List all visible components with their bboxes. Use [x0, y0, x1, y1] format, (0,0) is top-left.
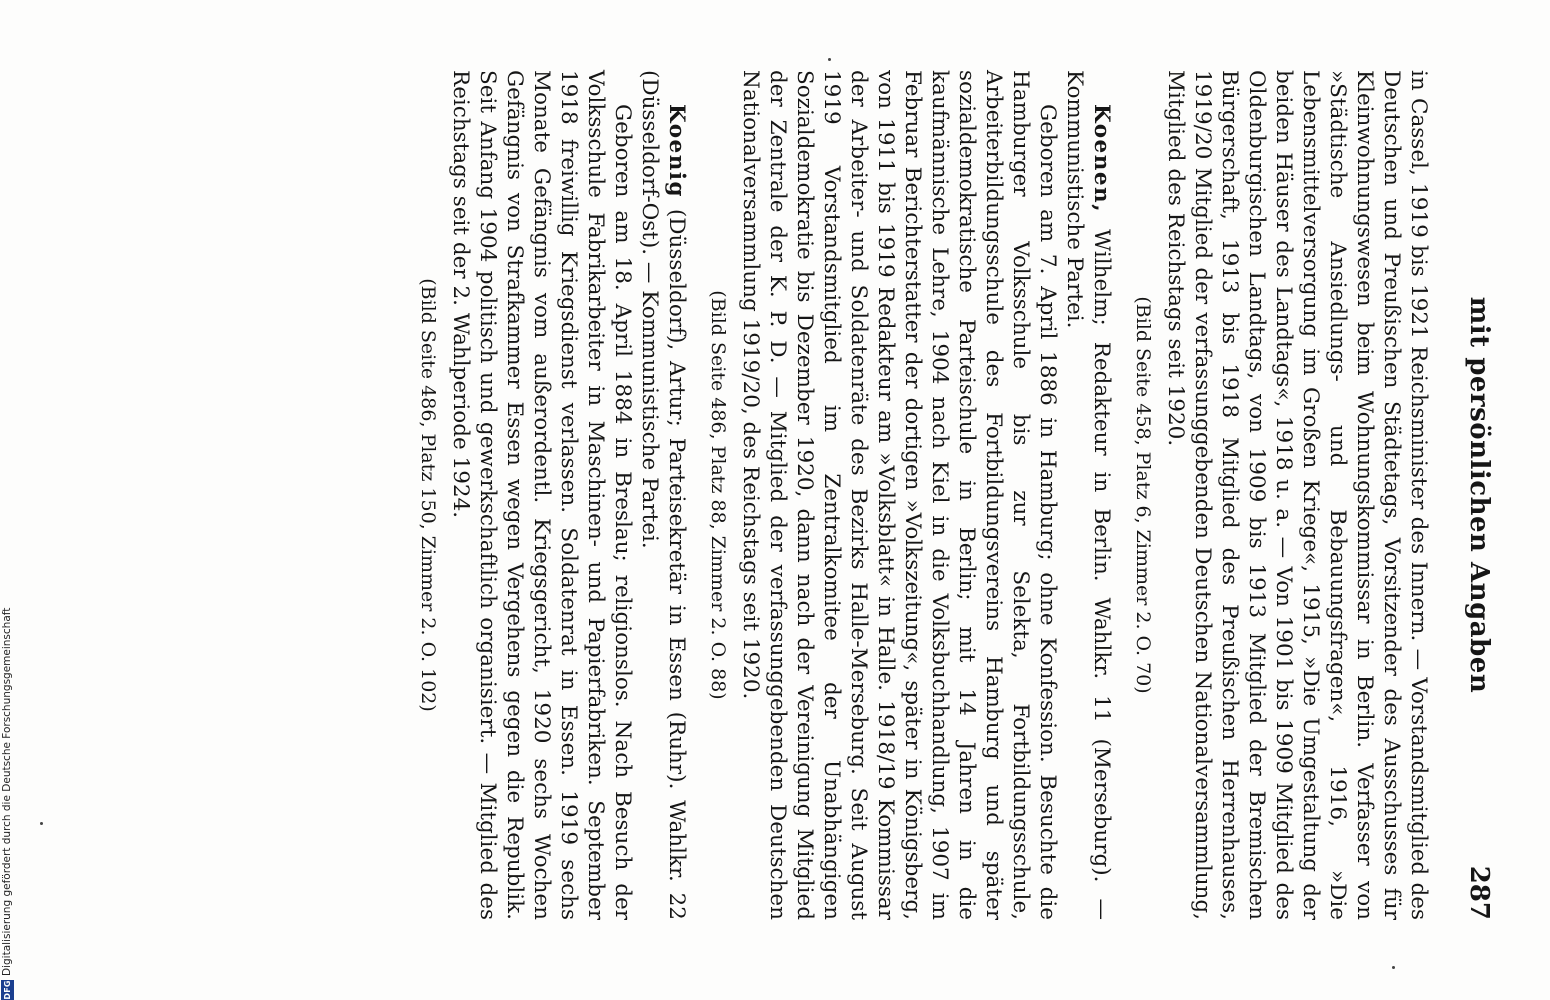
entry-biography: Geboren am 18. April 1884 in Breslau; religionslos. Nach Besuch der Volksschule Fabrikarbeiter in Maschinen- und Papierfabriken. September 1918 freiwillig Kriegsdienst verlassen. Soldatenrat in Essen. 1919 sechs Monate Gefängnis vom außerordentl. Kriegsgericht, 1920 sechs Wochen Gefängnis von Strafkammer Essen wegen Vergehens gegen die Republik. Seit Anfang 1904 politisch und gewerkschaftlich organisiert. — Mitglied des Reichstags seit der 2. Wahlperiode 1924.	[448, 70, 635, 920]
scan-speck	[828, 58, 831, 61]
page-number: 287	[1464, 865, 1494, 920]
funding-note	[0, 580, 14, 1000]
scan-speck	[1392, 966, 1395, 969]
person-name: Koenen,	[1089, 104, 1114, 214]
page-body	[410, 70, 1432, 920]
rotated-print-page	[150, 70, 1500, 920]
photo-reference: (Bild Seite 458, Platz 6, Zimmer 2. O. 70)	[1132, 296, 1154, 694]
person-summary: (Düsseldorf), Artur; Parteisekretär in Essen (Ruhr). Wahlkr. 22 (Düsseldorf-Ost). — Kommunistische Partei.	[637, 70, 689, 920]
entry-biography: Geboren am 7. April 1886 in Hamburg; ohne Konfession. Besuchte die Hamburger Volksschule bis zur Selekta, Fortbildungsschule, Arbeiterbildungsschule des Fortbildungsvereins Hamburg und später sozialdemokratische Parteischule in Berlin; mit 14 Jahren in die kaufmännische Lehre, 1904 nach Kiel in die Volksbuchhandlung, 1907 im Februar Berichterstatter der dortigen »Volkszeitung«, später in Königsberg, von 1911 bis 1919 Redakteur am »Volksblatt« in Halle. 1918/19 Kommissar der Arbeiter- und Soldatenräte des Bezirks Halle-Merseburg. Seit August 1919 Vorstandsmitglied im Zentralkomitee der Unabhängigen Sozialdemokratie bis Dezember 1920, dann nach der Vereinigung Mitglied der Zentrale der K. P. D. — Mitglied der verfassunggebenden Deutschen Nationalversammlung 1919/20, des Reichstags seit 1920.	[738, 70, 1060, 920]
entry-koenen	[704, 70, 1115, 920]
photo-reference: (Bild Seite 486, Platz 150, Zimmer 2. O. 102)	[417, 278, 439, 712]
person-name: Koenig	[664, 104, 689, 199]
entry-text: in Cassel, 1919 bis 1921 Reichsminister des Innern. — Vorstandsmitglied des Deutschen und Preußischen Städtetags, Vorsitzender des Ausschusses für Kleinwohnungswesen beim Wohnungskommissar in Berlin. Verfasser von »Städtische Ansiedlungs- und Bebauungsfragen«, 1916, »Die Lebensmittelversorgung im Großen Kriege«, 1915, »Die Umgestaltung der beiden Häuser des Landtags«, 1918 u. a. — Von 1901 bis 1909 Mitglied des Oldenburgischen Landtags, von 1909 bis 1913 Mitglied der Bremischen Bürgerschaft, 1913 bis 1918 Mitglied des Preußischen Herrenhauses, 1919/20 Mitglied der verfassunggebenden Deutschen Nationalversammlung, Mitglied des Reichstags seit 1920.	[1163, 70, 1431, 920]
person-summary: Wilhelm; Redakteur in Berlin. Wahlkr. 11 (Merseburg). — Kommunistische Partei.	[1062, 70, 1114, 920]
scan-speck	[40, 822, 43, 825]
photo-reference: (Bild Seite 486, Platz 88, Zimmer 2. O. 88)	[707, 290, 729, 700]
entry-continued	[1129, 70, 1432, 920]
entry-koenig	[414, 70, 690, 920]
page-header	[1452, 70, 1500, 920]
funding-note-text: Digitalisierung gefördert durch die Deutsche Forschungsgemeinschaft	[1, 607, 13, 976]
entry-heading	[636, 70, 690, 920]
entry-heading	[1061, 70, 1115, 920]
running-title: mit persönlichen Angaben	[1464, 296, 1494, 694]
dfg-logo: DFG	[2, 980, 12, 1000]
